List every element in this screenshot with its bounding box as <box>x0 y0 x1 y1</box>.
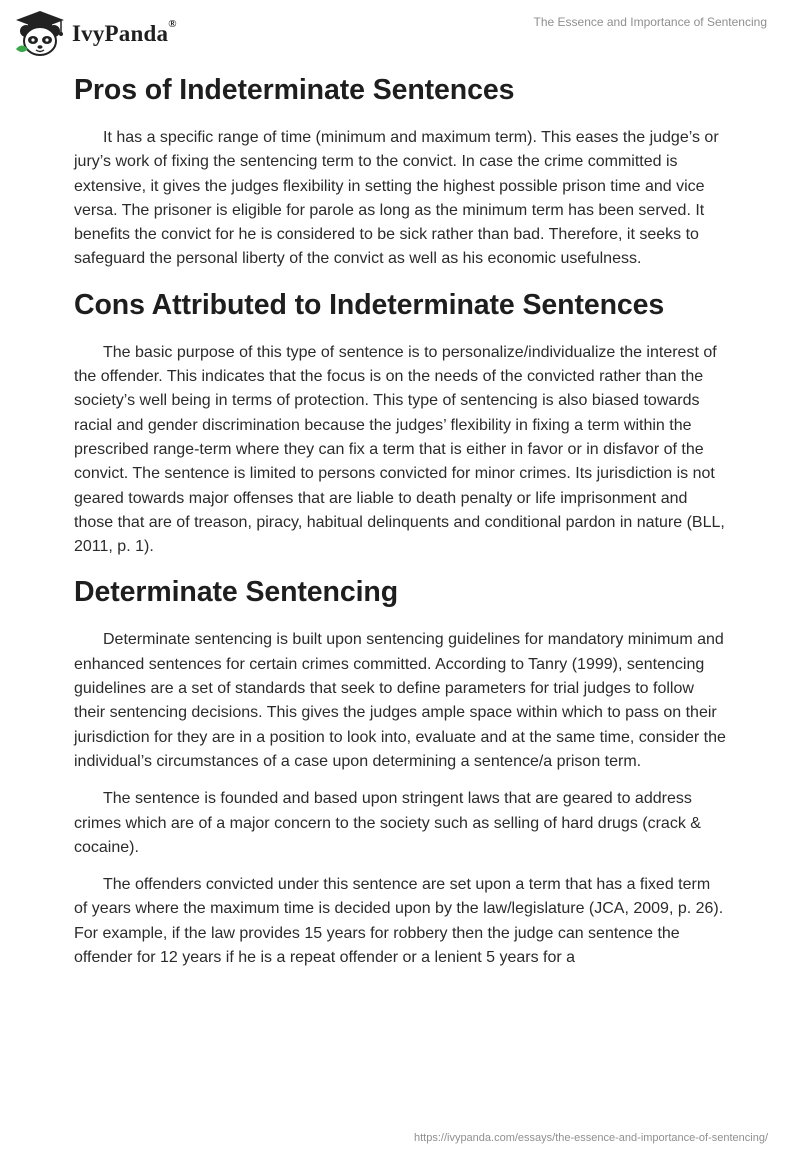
paragraph: The basic purpose of this type of sentence is to personalize/individualize the interest of the offender. This indicates that the focus is on the needs of the convicted rather than the society’s well being in terms of protection. This type of sentencing is also biased towards racial and gender discrimination because the judges’ flexibility in fixing a term within the prescribed range-term where they can fix a term that is either in favor or in disfavor of the convict. The sentence is limited to persons convicted for minor crimes. Its jurisdiction is not geared towards major offenses that are liable to death penalty or life imprisonment and those that are of treason, piracy, habitual delinquents and conditional pardon in nature (BLL, 2011, p. 1). <box>74 343 725 556</box>
section-heading: Cons Attributed to Indeterminate Sentences <box>74 288 665 321</box>
section-determinate <box>74 572 726 970</box>
logo-text: IvyPanda® <box>72 17 177 46</box>
paragraph: The offenders convicted under this sentence are set upon a term that has a fixed term of years where the maximum time is decided upon by the law/legislature (JCA, 2009, p. 26). For example, if the law provides 15 years for robbery then the judge can sentence the offender for 12 years if he is a repeat offender or a lenient 5 years for a <box>74 876 724 967</box>
page-header <box>0 0 800 66</box>
section-heading: Pros of Indeterminate Sentences <box>74 74 515 106</box>
panda-graduate-icon <box>14 9 66 57</box>
source-url[interactable]: https://ivypanda.com/essays/the-essence-and-importance-of-sentencing/ <box>413 1132 768 1144</box>
section-heading: Determinate Sentencing <box>74 576 399 609</box>
article-body <box>74 70 726 983</box>
paragraph: It has a specific range of time (minimum and maximum term). This eases the judge’s or jury’s work of fixing the sentencing term to the convict. In case the crime committed is extensive, it gives the judges flexibility in setting the highest possible prison time and vice versa. The prisoner is eligible for parole as long as the minimum term has been served. It benefits the convict for he is considered to be sick rather than bad. Therefore, it seeks to safeguard the personal liberty of the convict as well as his economic usefulness. <box>74 129 719 268</box>
document-title: The Essence and Importance of Sentencing <box>533 15 767 29</box>
paragraph: Determinate sentencing is built upon sentencing guidelines for mandatory minimum and enhanced sentences for certain crimes committed. According to Tanry (1999), sentencing guidelines are a set of standards that seek to define parameters for trial judges to follow their sentencing decisions. This gives the judges ample space within which to pass on their jurisdiction for they are in a position to look into, evaluate and at the same time, consider the individual’s circumstances of a case upon determining a sentence/a prison term. <box>74 631 726 770</box>
ivypanda-logo[interactable] <box>14 9 177 57</box>
section-cons <box>74 285 726 560</box>
paragraph: The sentence is founded and based upon stringent laws that are geared to address crimes which are of a major concern to the society such as selling of hard drugs (crack & cocaine). <box>74 790 701 856</box>
section-pros <box>74 70 726 272</box>
